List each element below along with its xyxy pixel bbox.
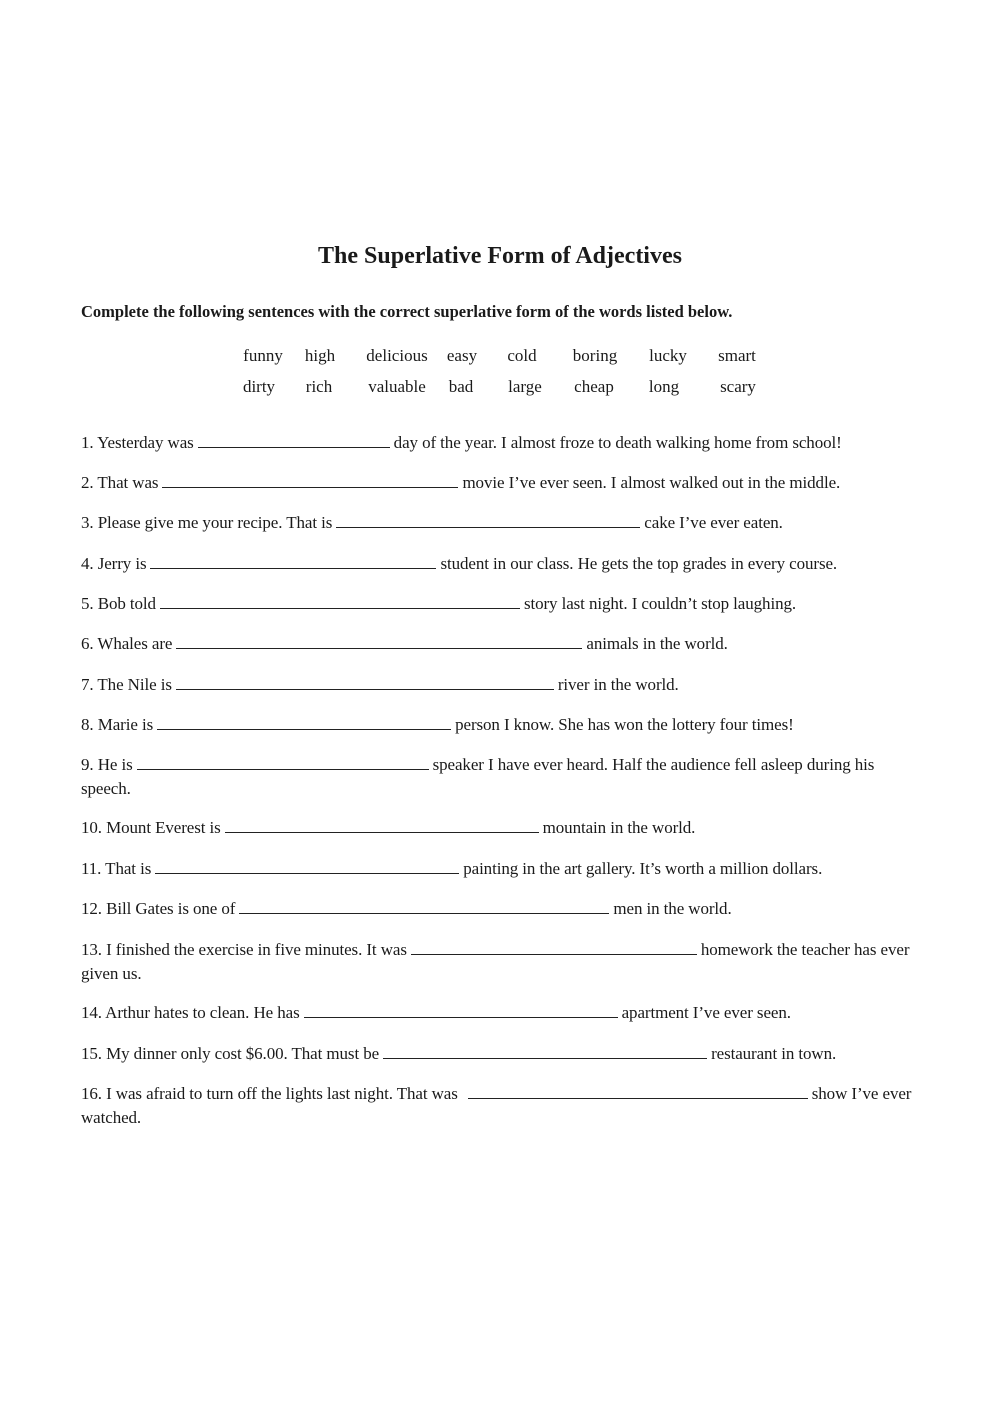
question-11: 11. That is painting in the art gallery. It’s worth a million dollars. — [81, 859, 823, 878]
question-3: 3. Please give me your recipe. That is cake I’ve ever eaten. — [81, 513, 783, 532]
answer-blank-7[interactable] — [176, 674, 554, 690]
answer-blank-4[interactable] — [150, 553, 436, 569]
word-bank-item: long — [648, 377, 680, 396]
question-4: 4. Jerry is student in our class. He gets the top grades in every course. — [81, 554, 838, 573]
answer-blank-5[interactable] — [160, 593, 520, 609]
word-bank-item: large — [508, 377, 542, 396]
question-6: 6. Whales are animals in the world. — [81, 634, 728, 653]
question-13: 13. I finished the exercise in five minutes. It was homework the teacher has ever given us. — [81, 940, 910, 983]
word-bank-item: valuable — [368, 377, 426, 396]
answer-blank-11[interactable] — [155, 858, 459, 874]
answer-blank-9[interactable] — [137, 754, 429, 770]
answer-blank-13[interactable] — [411, 939, 697, 955]
word-bank-item: dirty — [242, 377, 276, 396]
answer-blank-1[interactable] — [198, 432, 390, 448]
answer-blank-16[interactable] — [468, 1083, 808, 1099]
question-10: 10. Mount Everest is mountain in the world. — [81, 818, 696, 837]
answer-blank-6[interactable] — [176, 633, 582, 649]
word-bank-item: rich — [305, 377, 333, 396]
worksheet-title: The Superlative Form of Adjectives — [318, 243, 682, 269]
word-bank — [0, 346, 1000, 408]
answer-blank-14[interactable] — [304, 1002, 618, 1018]
answer-blank-8[interactable] — [157, 714, 451, 730]
word-bank-item: bad — [448, 377, 474, 396]
question-1: 1. Yesterday was day of the year. I almost froze to death walking home from school! — [81, 433, 842, 452]
question-9: 9. He is speaker I have ever heard. Half the audience fell asleep during his speech. — [81, 755, 875, 798]
word-bank-item: cheap — [574, 377, 614, 396]
word-bank-item: boring — [572, 346, 618, 365]
answer-blank-12[interactable] — [239, 898, 609, 914]
instructions: Complete the following sentences with the correct superlative form of the words listed below. — [81, 302, 733, 321]
question-2: 2. That was movie I’ve ever seen. I almost walked out in the middle. — [81, 473, 841, 492]
question-14: 14. Arthur hates to clean. He has apartment I’ve ever seen. — [81, 1003, 791, 1022]
question-7: 7. The Nile is river in the world. — [81, 675, 679, 694]
word-bank-item: delicious — [366, 346, 428, 365]
word-bank-row-2 — [0, 377, 1000, 408]
word-bank-item: cold — [507, 346, 537, 365]
word-bank-item: funny — [243, 346, 283, 365]
question-16: 16. I was afraid to turn off the lights last night. That was show I’ve ever watched. — [81, 1084, 912, 1127]
word-bank-item: lucky — [649, 346, 687, 365]
question-15: 15. My dinner only cost $6.00. That must be restaurant in town. — [81, 1044, 837, 1063]
answer-blank-3[interactable] — [336, 512, 640, 528]
answer-blank-2[interactable] — [162, 472, 458, 488]
word-bank-item: high — [304, 346, 336, 365]
word-bank-item: easy — [446, 346, 478, 365]
answer-blank-10[interactable] — [225, 817, 539, 833]
word-bank-row-1 — [0, 346, 1000, 377]
question-5: 5. Bob told story last night. I couldn’t stop laughing. — [81, 594, 797, 613]
question-12: 12. Bill Gates is one of men in the world. — [81, 899, 732, 918]
answer-blank-15[interactable] — [383, 1043, 707, 1059]
word-bank-item: smart — [718, 346, 756, 365]
question-8: 8. Marie is person I know. She has won the lottery four times! — [81, 715, 794, 734]
word-bank-item: scary — [720, 377, 756, 396]
